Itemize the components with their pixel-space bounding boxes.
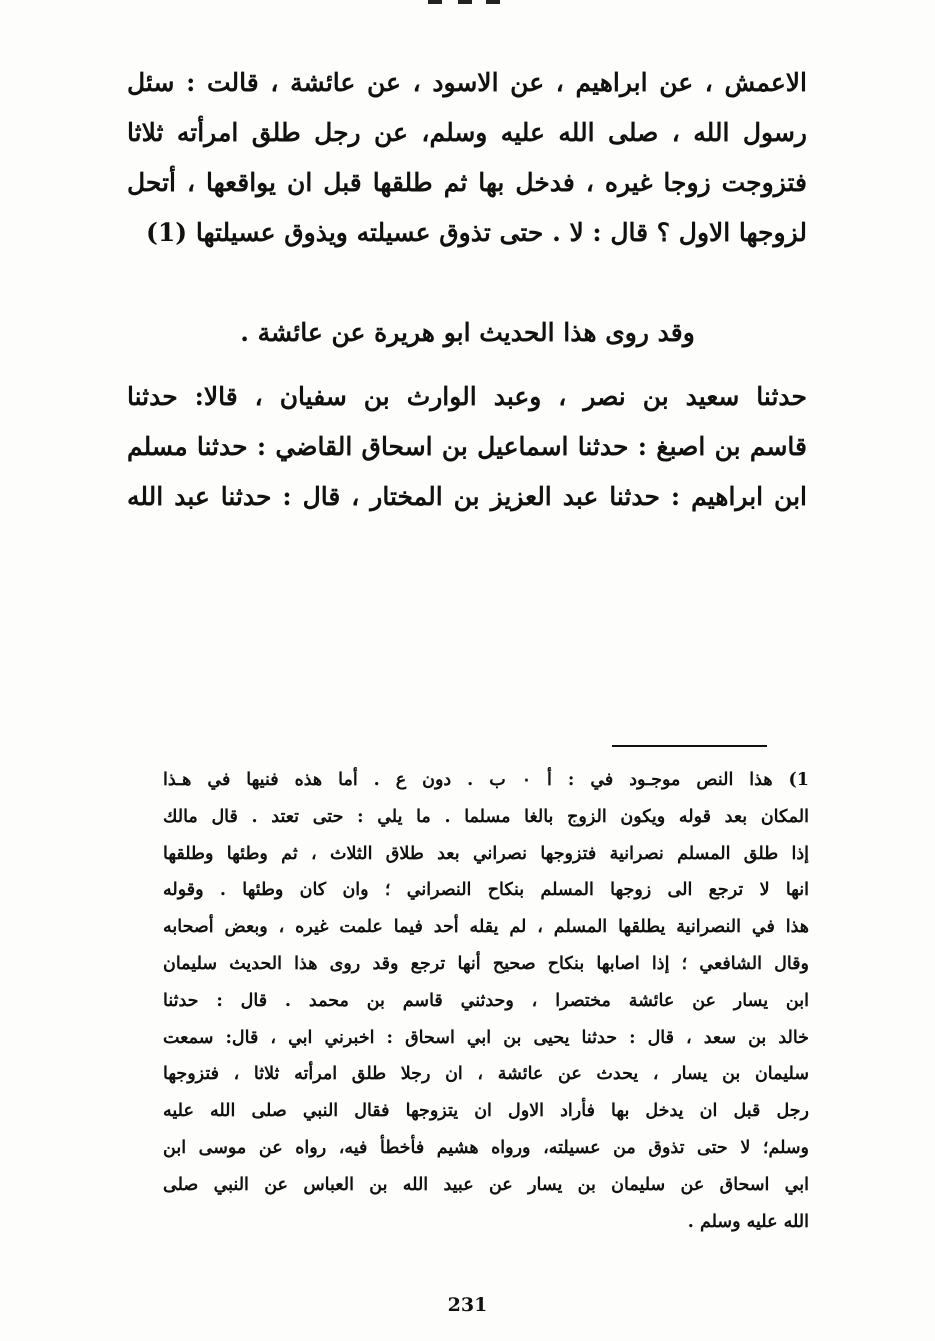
text-line: حدثنا سعيد بن نصر ، وعبد الوارث بن سفيان ، قالا: حدثنا bbox=[127, 382, 807, 411]
footnote-line: وسلم؛ لا حتى تذوق من عسيلته، ورواه هشيم فأخطأ فيه، رواه عن موسى ابن bbox=[163, 1137, 809, 1158]
text-line: لزوجها الاول ؟ قال : لا . حتى تذوق عسيلته ويذوق عسيلتها (1) bbox=[146, 218, 807, 247]
top-edge-marks bbox=[420, 0, 510, 8]
text-line: فتزوجت زوجا غيره ، فدخل بها ثم طلقها قبل ان يواقعها ، أتحل bbox=[127, 168, 807, 197]
footnote-separator bbox=[612, 745, 767, 747]
footnote-line: المكان بعد قوله ويكون الزوج بالغا مسلما . ما يلي : حتى تعتد . قال مالك bbox=[163, 806, 809, 827]
text-line: الاعمش ، عن ابراهيم ، عن الاسود ، عن عائشة ، قالت : سئل bbox=[127, 68, 807, 97]
footnote-line: وقال الشافعي ؛ إذا اصابها بنكاح صحيح أنها ترجع وقد روى هذا الحديث سليمان bbox=[163, 953, 809, 974]
main-paragraph-2: وقد روى هذا الحديث ابو هريرة عن عائشة . bbox=[240, 318, 695, 347]
footnote-line: انها لا ترجع الى زوجها المسلم بنكاح النصراني ؛ وان كان وطئها . وقوله bbox=[163, 880, 809, 901]
footnote-line: رجل قبل ان يدخل بها فأراد الاول ان يتزوجها فقال النبي صلى الله عليه bbox=[163, 1101, 809, 1122]
footnote-line: 1) هذا النص موجـود في : أ ٠ ب . دون ع . أما هذه فنيها في هـذا bbox=[163, 770, 809, 790]
main-paragraph-3 bbox=[127, 372, 807, 522]
text-line: قاسم بن اصبغ : حدثنا اسماعيل بن اسحاق القاضي : حدثنا مسلم bbox=[127, 432, 807, 461]
footnote-line: خالد بن سعد ، قال : حدثنا يحيى بن ابي اسحاق : اخبرني ابي ، قال: سمعت bbox=[163, 1027, 809, 1048]
footnote-line: الله عليه وسلم . bbox=[687, 1211, 809, 1232]
page-number: 231 bbox=[447, 1294, 488, 1316]
footnote-line: ابي اسحاق عن سليمان بن يسار عن عبيد الله بن العباس عن النبي صلى bbox=[163, 1174, 809, 1195]
main-paragraph-1 bbox=[127, 58, 807, 258]
footnote bbox=[163, 762, 809, 1240]
text-line: ابن ابراهيم : حدثنا عبد العزيز بن المختار ، قال : حدثنا عبد الله bbox=[127, 482, 807, 511]
footnote-line: إذا طلق المسلم نصرانية فتزوجها نصراني بعد طلاق الثلاث ، ثم وطئها وطلقها bbox=[163, 843, 809, 864]
footnote-line: هذا في النصرانية يطلقها المسلم ، لم يقله أحد فيما علمت غيره ، وبعض أصحابه bbox=[163, 917, 809, 938]
footnote-line: سليمان بن يسار ، يحدث عن عائشة ، ان رجلا طلق امرأته ثلاثا ، فتزوجها bbox=[163, 1064, 809, 1085]
footnote-line: ابن يسار عن عائشة مختصرا ، وحدثني قاسم بن محمد . قال : حدثنا bbox=[163, 990, 809, 1011]
text-line: رسول الله ، صلى الله عليه وسلم، عن رجل طلق امرأته ثلاثا bbox=[127, 118, 807, 147]
